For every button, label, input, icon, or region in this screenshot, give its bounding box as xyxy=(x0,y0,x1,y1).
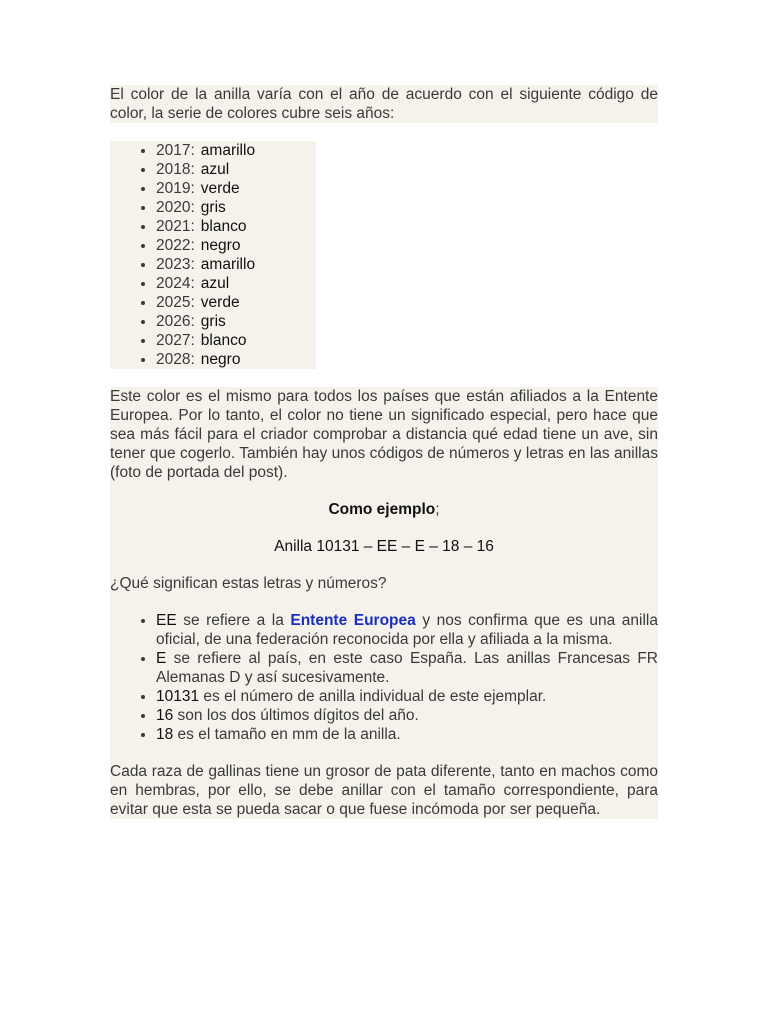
color-list-item: • 2024: azul xyxy=(156,274,316,293)
color-list-item: • 2028: negro xyxy=(156,350,316,369)
entente-europea-link[interactable]: Entente Europea xyxy=(290,612,416,629)
meaning-item-size: • 18 es el tamaño en mm de la anilla. xyxy=(156,725,658,744)
color-list-item: • 2018: azul xyxy=(156,160,316,179)
main-panel xyxy=(110,387,658,819)
color-list-item: • 2019: verde xyxy=(156,179,316,198)
color-list-item: • 2026: gris xyxy=(156,312,316,331)
meaning-item-number: • 10131 es el número de anilla individual de este ejemplar. xyxy=(156,687,658,706)
document-body xyxy=(110,85,658,819)
color-list-item: • 2020: gris xyxy=(156,198,316,217)
color-list-item: • 2021: blanco xyxy=(156,217,316,236)
color-list-item: • 2017: amarillo xyxy=(156,141,316,160)
meaning-item-e: • E se refiere al país, en este caso España. Las anillas Francesas FR Alemanas D y así sucesivamente. xyxy=(156,649,658,687)
intro-paragraph: El color de la anilla varía con el año de acuerdo con el siguiente código de color, la serie de colores cubre seis años: xyxy=(110,86,658,122)
meaning-item-ee: • EE se refiere a la Entente Europea y nos confirma que es una anilla oficial, de una federación reconocida por ella y afiliada a la misma. xyxy=(156,611,658,649)
color-list-item: • 2027: blanco xyxy=(156,331,316,350)
color-code-list xyxy=(110,141,316,369)
example-ring-code: Anilla 10131 – EE – E – 18 – 16 xyxy=(274,538,494,555)
color-list-item: • 2025: verde xyxy=(156,293,316,312)
color-list-item: • 2023: amarillo xyxy=(156,255,316,274)
closing-paragraph: Cada raza de gallinas tiene un grosor de pata diferente, tanto en machos como en hembras, por ello, se debe anillar con el tamaño correspondiente, para evitar que esta se pueda sacar o que fuese incómoda por ser pequeña. xyxy=(110,763,658,818)
color-list-item: • 2022: negro xyxy=(156,236,316,255)
explanation-paragraph: Este color es el mismo para todos los países que están afiliados a la Entente Europea. Por lo tanto, el color no tiene un significado especial, pero hace que sea más fácil para el criador comprobar a distancia qué edad tiene un ave, sin tener que cogerlo. También hay unos códigos de números y letras en las anillas (foto de portada del post). xyxy=(110,388,658,481)
meaning-list xyxy=(110,611,658,744)
question-text: ¿Qué significan estas letras y números? xyxy=(110,575,387,592)
example-heading: Como ejemplo; xyxy=(328,501,440,518)
meaning-item-year: • 16 son los dos últimos dígitos del año. xyxy=(156,706,658,725)
